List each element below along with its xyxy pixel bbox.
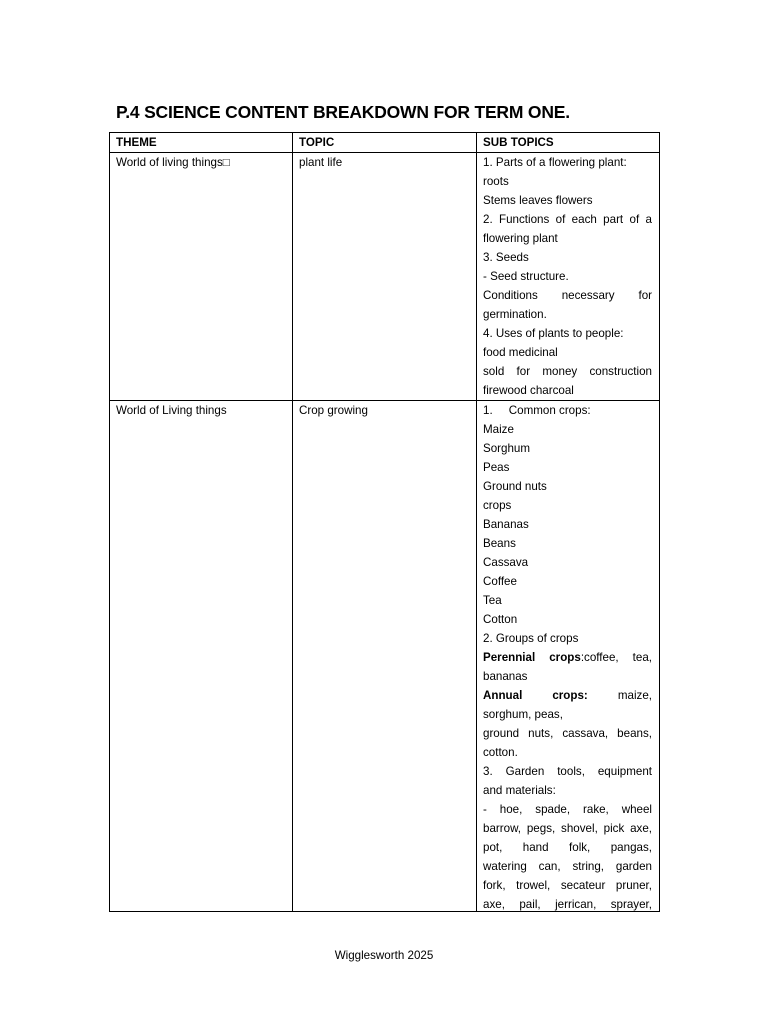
- subtopic-line: Sorghum: [483, 442, 531, 455]
- subtopic-line: flowering plant: [483, 232, 558, 245]
- annual-crops-text: maize,: [587, 689, 652, 702]
- subtopic-line: fork, trowel, secateur pruner,: [483, 879, 652, 892]
- subtopic-line: - Seed structure.: [483, 270, 569, 283]
- subtopic-line: ground nuts, cassava, beans,: [483, 727, 652, 740]
- subtopic-line: Tea: [483, 594, 502, 607]
- subtopic-line: Coffee: [483, 575, 517, 588]
- subtopic-line: cotton.: [483, 746, 518, 759]
- page-footer: Wigglesworth 2025: [334, 949, 434, 962]
- subtopic-line: firewood charcoal: [483, 384, 574, 397]
- subtopic-line: 2. Groups of crops: [483, 632, 579, 645]
- perennial-crops-text: :coffee, tea,: [580, 651, 652, 664]
- subtopic-line: roots: [483, 175, 509, 188]
- table-row: [110, 401, 660, 912]
- subtopic-line-perennial: [483, 648, 652, 667]
- subtopic-line: Cassava: [483, 556, 529, 569]
- subtopic-line: 3. Garden tools, equipment: [483, 765, 652, 778]
- subtopic-line: food medicinal: [483, 346, 558, 359]
- subtopic-line: 1. Parts of a flowering plant:: [483, 156, 627, 169]
- subtopic-line-annual: [483, 686, 652, 705]
- subtopics-cell: [477, 401, 660, 912]
- subtopic-line: barrow, pegs, shovel, pick axe,: [483, 822, 652, 835]
- header-topic: TOPIC: [293, 133, 477, 153]
- subtopic-line: 2. Functions of each part of a: [483, 213, 652, 226]
- subtopics-cell: [477, 153, 660, 401]
- subtopic-line: and materials:: [483, 784, 556, 797]
- subtopic-line: Stems leaves flowers: [483, 194, 593, 207]
- subtopic-line: axe, pail, jerrican, sprayer,: [483, 898, 652, 911]
- theme-cell: World of living things□: [110, 153, 293, 401]
- subtopic-line: crops: [483, 499, 512, 512]
- subtopic-line: sorghum, peas,: [483, 708, 563, 721]
- topic-cell: Crop growing: [293, 401, 477, 912]
- subtopic-line: Ground nuts: [483, 480, 547, 493]
- subtopic-line: Conditions necessary for: [483, 289, 652, 302]
- subtopic-line: Beans: [483, 537, 516, 550]
- topic-cell: plant life: [293, 153, 477, 401]
- subtopic-line: 4. Uses of plants to people:: [483, 327, 624, 340]
- perennial-crops-label: Perennial crops: [483, 651, 581, 664]
- subtopic-line: bananas: [483, 670, 528, 683]
- subtopic-line: sold for money construction: [483, 365, 652, 378]
- subtopic-line: 1. Common crops:: [483, 404, 591, 417]
- header-subtopics: SUB TOPICS: [477, 133, 660, 153]
- document-title: P.4 SCIENCE CONTENT BREAKDOWN FOR TERM ONE.: [116, 102, 570, 122]
- header-theme: THEME: [110, 133, 293, 153]
- content-table: [109, 132, 660, 912]
- subtopic-line: Peas: [483, 461, 510, 474]
- subtopic-line: pot, hand folk, pangas,: [483, 841, 652, 854]
- table-row: [110, 153, 660, 401]
- subtopic-line: watering can, string, garden: [483, 860, 652, 873]
- subtopic-line: Bananas: [483, 518, 529, 531]
- subtopic-line: 3. Seeds: [483, 251, 529, 264]
- theme-cell: World of Living things: [110, 401, 293, 912]
- subtopic-line: germination.: [483, 308, 547, 321]
- subtopic-line: - hoe, spade, rake, wheel: [483, 803, 652, 816]
- annual-crops-label: Annual crops:: [483, 689, 588, 702]
- subtopic-line: Maize: [483, 423, 514, 436]
- table-header-row: [110, 133, 660, 153]
- subtopic-line: Cotton: [483, 613, 518, 626]
